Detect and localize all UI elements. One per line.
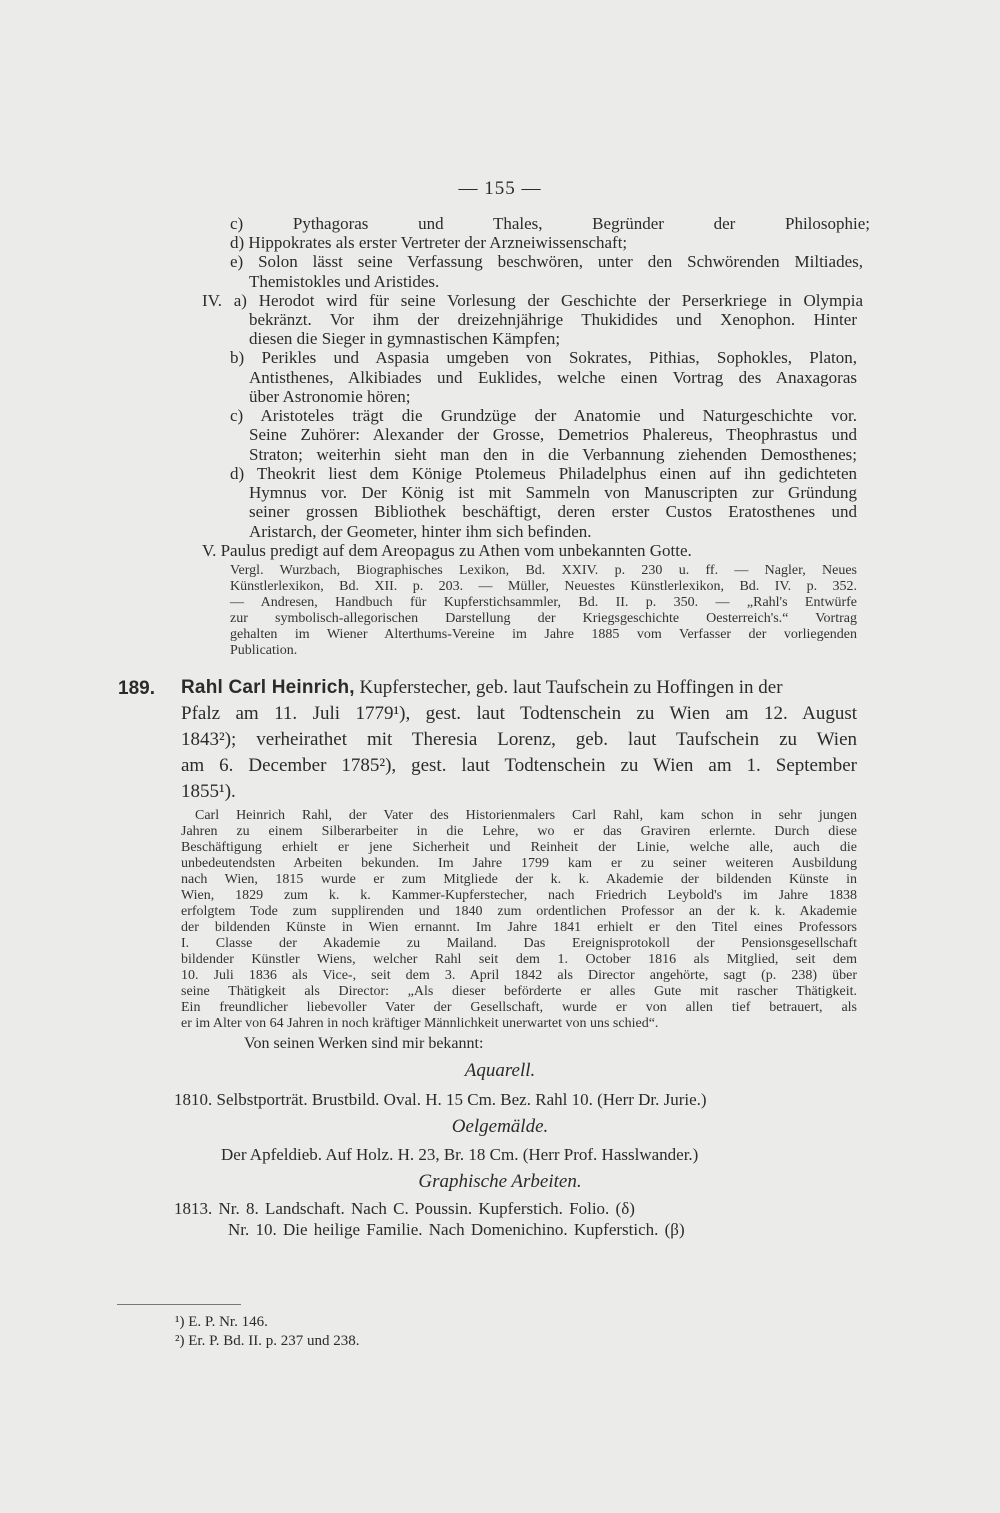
section-heading-aquarell: Aquarell.: [464, 1060, 536, 1081]
biography-line: I. Classe der Akademie zu Mailand. Das Ereignisprotokoll der Pensionsgesellschaft: [181, 936, 857, 951]
biography-line: 10. Juli 1836 als Vice-, seit dem 3. April 1842 als Director angehörte, sagt (p. 238) über: [181, 968, 857, 983]
biography-line: der bildenden Künste in Wien ernannt. Im Jahre 1841 erhielt er den Titel eines Professors: [181, 920, 857, 935]
entry-line: am 6. December 1785²), gest. laut Todtenschein zu Wien am 1. September: [181, 755, 857, 776]
entry-line: 1843²); verheirathet mit Theresia Lorenz, geb. laut Taufschein zu Wien: [181, 729, 857, 750]
reference-line: zur symbolisch-allegorischen Darstellung der Kriegsgeschichte Oesterreich's.“ Vortrag: [230, 611, 857, 626]
biography-line: bildender Künstler Wiens, welcher Rahl seit dem 1. October 1816 als Mitglied, seit dem: [181, 952, 857, 967]
section-heading-oelgemaelde: Oelgemälde.: [451, 1116, 549, 1137]
list-line: Aristarch, der Geometer, hinter ihm sich befinden.: [249, 522, 592, 541]
footnote: ¹) E. P. Nr. 146.: [175, 1314, 268, 1330]
biography-line: Carl Heinrich Rahl, der Vater des Historienmalers Carl Rahl, kam schon in sehr jungen: [195, 808, 857, 823]
biography-line: seine Thätigkeit als Director: „Als dieser beförderte er alles Gute mit rascher Thätigkeit.: [181, 984, 857, 999]
entry-name: Rahl Carl Heinrich,: [181, 677, 355, 698]
list-line: Antisthenes, Alkibiades und Euklides, welche einen Vortrag des Anaxagoras: [249, 368, 857, 387]
list-line: diesen die Sieger in gymnastischen Kämpfen;: [249, 329, 561, 348]
biography-line: erfolgtem Tode zum supplirenden und 1840 zum ordentlichen Professor an der k. k. Akademie: [181, 904, 857, 919]
list-line: über Astronomie hören;: [249, 387, 411, 406]
list-line: Hymnus vor. Der König ist mit Sammeln von Manuscripten zur Gründung: [249, 483, 857, 502]
reference-line: — Andresen, Handbuch für Kupferstichsammler, Bd. II. p. 350. — „Rahl's Entwürfe: [230, 595, 857, 610]
list-line: b) Perikles und Aspasia umgeben von Sokrates, Pithias, Sophokles, Platon,: [230, 348, 857, 367]
section-heading-graphische-arbeiten: Graphische Arbeiten.: [418, 1171, 582, 1192]
footnote-rule: [117, 1304, 241, 1305]
list-line: Seine Zuhörer: Alexander der Grosse, Demetrios Phalereus, Theophrastus und: [249, 425, 857, 444]
list-line: seiner grossen Bibliothek beschäftigt, deren erster Custos Eratosthenes und: [249, 502, 857, 521]
entry-line: Kupferstecher, geb. laut Taufschein zu Hoffingen in der: [359, 677, 783, 698]
list-line: d) Theokrit liest dem Könige Ptolemeus Philadelphus einen auf ihn gedichteten: [230, 464, 857, 483]
entry-number: 189.: [118, 678, 155, 699]
list-line: Straton; weiterhin sieht man den in die Verbannung ziehenden Demosthenes;: [249, 445, 857, 464]
entry-first-line: [181, 676, 783, 700]
entry-line: Pfalz am 11. Juli 1779¹), gest. laut Todtenschein zu Wien am 12. August: [181, 703, 857, 724]
list-line: Themistokles und Aristides.: [249, 272, 440, 291]
list-line: e) Solon lässt seine Verfassung beschwören, unter den Schwörenden Miltiades,: [230, 252, 863, 271]
list-line: V. Paulus predigt auf dem Areopagus zu Athen vom unbekannten Gotte.: [202, 541, 692, 560]
work-item: Nr. 10. Die heilige Familie. Nach Domenichino. Kupferstich. (β): [228, 1220, 685, 1239]
biography-line: Wien, 1829 zum k. k. Kammer-Kupferstecher, nach Friedrich Leybold's im Jahre 1838: [181, 888, 857, 903]
page-number: — 155 —: [458, 178, 542, 199]
entry-line: 1855¹).: [181, 781, 236, 802]
list-line: bekränzt. Vor ihm der dreizehnjährige Thukidides und Xenophon. Hinter: [249, 310, 857, 329]
reference-line: gehalten im Wiener Alterthums-Vereine im Jahre 1885 vom Verfasser der vorliegenden: [230, 627, 857, 642]
biography-line: unbedeutendsten Arbeiten bekunden. Im Jahre 1799 kam er zu seiner weiteren Ausbildung: [181, 856, 857, 871]
work-item: Der Apfeldieb. Auf Holz. H. 23, Br. 18 Cm. (Herr Prof. Hasslwander.): [221, 1145, 699, 1164]
biography-line: Jahren zu einem Silberarbeiter in die Lehre, wo er das Graviren erlernte. Durch diese: [181, 824, 857, 839]
work-item: 1813. Nr. 8. Landschaft. Nach C. Poussin. Kupferstich. Folio. (δ): [174, 1199, 635, 1218]
list-line: IV. a) Herodot wird für seine Vorlesung der Geschichte der Perserkriege in Olympia: [202, 291, 863, 310]
work-item: 1810. Selbstporträt. Brustbild. Oval. H. 15 Cm. Bez. Rahl 10. (Herr Dr. Jurie.): [174, 1090, 707, 1109]
biography-line: Ein freundlicher liebevoller Vater der Gesellschaft, wurde er von allen tief betrauert, als: [181, 1000, 857, 1015]
biography-line: er im Alter von 64 Jahren in noch kräftiger Männlichkeit unerwartet von uns schied“.: [181, 1016, 659, 1031]
list-line: c) Pythagoras und Thales, Begründer der Philosophie;: [230, 214, 870, 233]
works-intro: Von seinen Werken sind mir bekannt:: [244, 1035, 484, 1052]
biography-line: Beschäftigung erhielt er jene Sicherheit und Reinheit der Linie, welche alle, auch die: [181, 840, 857, 855]
biography-line: nach Wien, 1815 wurde er zum Mitgliede der k. k. Akademie der bildenden Künste in: [181, 872, 857, 887]
list-line: c) Aristoteles trägt die Grundzüge der Anatomie und Naturgeschichte vor.: [230, 406, 857, 425]
footnote: ²) Er. P. Bd. II. p. 237 und 238.: [175, 1333, 360, 1349]
reference-line: Vergl. Wurzbach, Biographisches Lexikon, Bd. XXIV. p. 230 u. ff. — Nagler, Neues: [230, 563, 857, 578]
reference-line: Publication.: [230, 643, 298, 658]
reference-line: Künstlerlexikon, Bd. XII. p. 203. — Müller, Neuestes Künstlerlexikon, Bd. IV. p. 352.: [230, 579, 857, 594]
list-line: d) Hippokrates als erster Vertreter der Arzneiwissenschaft;: [230, 233, 628, 252]
